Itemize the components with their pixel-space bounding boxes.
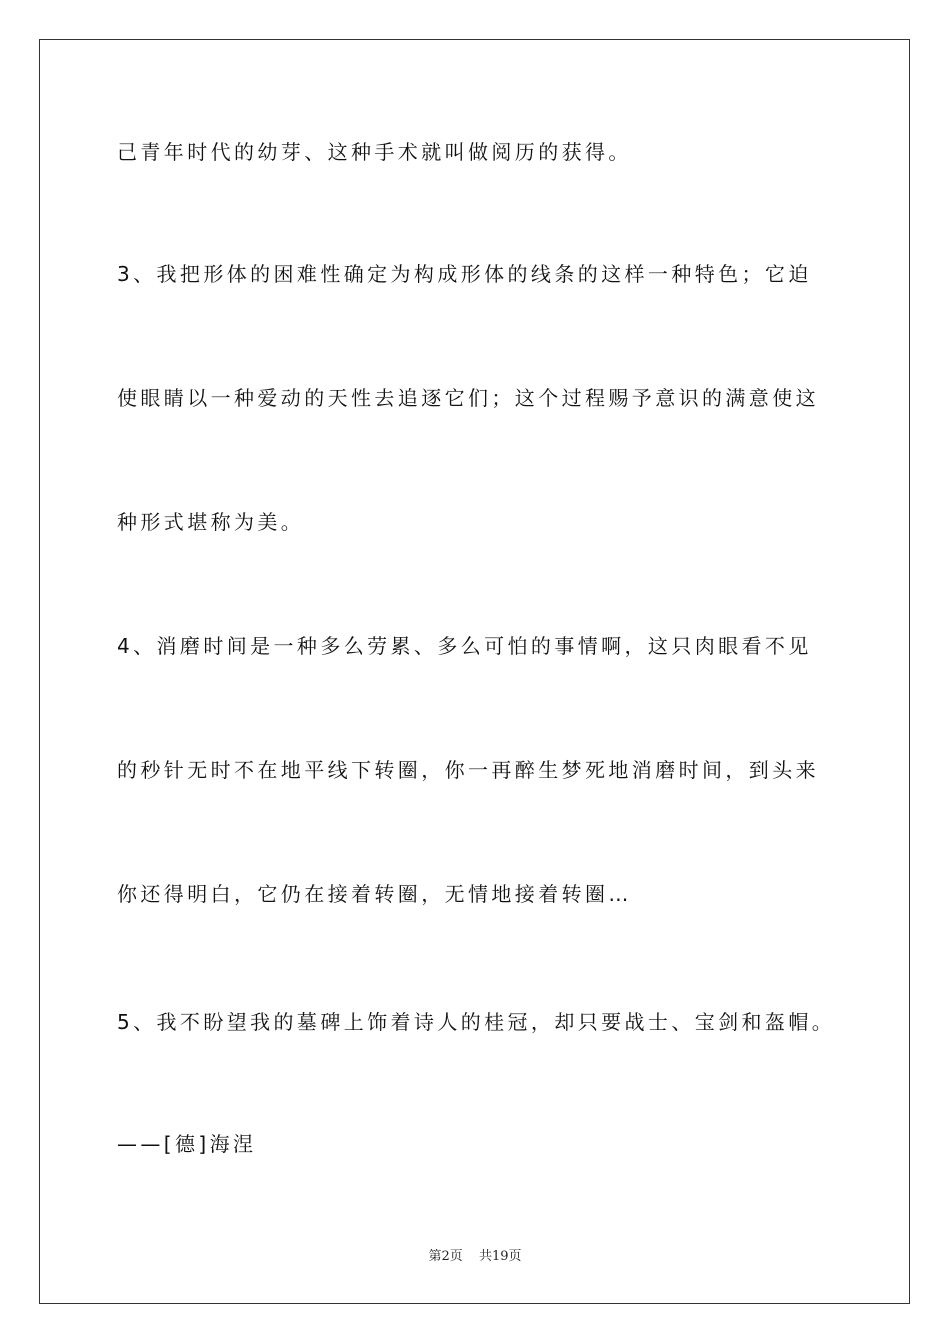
- text-line-1: 己青年时代的幼芽、这种手术就叫做阅历的获得。: [117, 140, 632, 164]
- text-line-5: 4、消磨时间是一种多么劳累、多么可怕的事情啊，这只肉眼看不见: [117, 634, 812, 658]
- attribution: ——[德]海涅: [117, 1132, 257, 1156]
- text-line-3: 使眼睛以一种爱动的天性去追逐它们；这个过程赐予意识的满意使这: [117, 386, 819, 410]
- text-line-8: 5、我不盼望我的墓碑上饰着诗人的桂冠，却只要战士、宝剑和盔帽。: [117, 1010, 836, 1034]
- text-line-6: 的秒针无时不在地平线下转圈，你一再醉生梦死地消磨时间，到头来: [117, 758, 819, 782]
- text-line-2: 3、我把形体的困难性确定为构成形体的线条的这样一种特色；它迫: [117, 262, 812, 286]
- text-line-4: 种形式堪称为美。: [117, 510, 305, 534]
- page-number: 第2页: [428, 1249, 463, 1264]
- page-footer: [0, 1249, 950, 1265]
- page-border: [39, 39, 910, 1304]
- text-line-7: 你还得明白，它仍在接着转圈，无情地接着转圈…: [117, 882, 632, 906]
- page-total: 共19页: [478, 1249, 522, 1264]
